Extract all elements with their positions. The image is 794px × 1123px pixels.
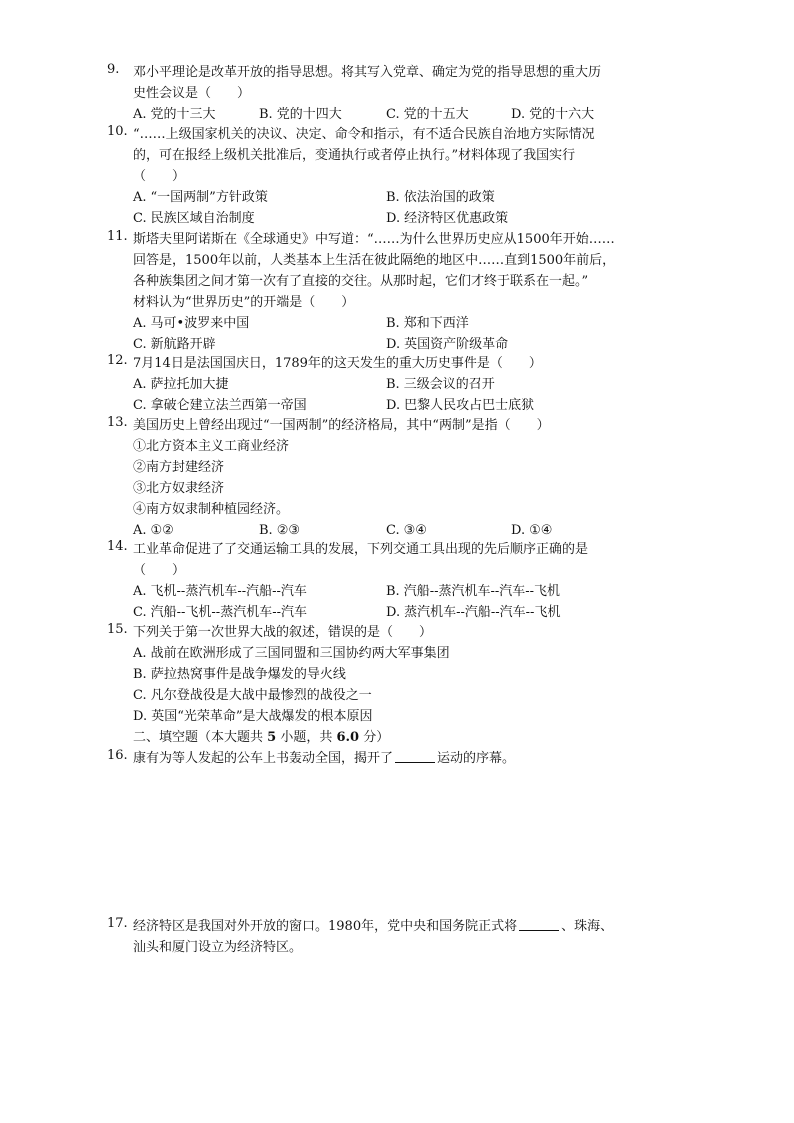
options-row [133,374,673,395]
question-text-line: “……上级国家机关的决议、决定、命令和指示，有不适合民族自治地方实际情况 [133,127,595,142]
question-13 [107,415,673,541]
question-number: 14. [107,539,128,554]
question-10 [107,124,673,229]
option-d[interactable]: D. ①④ [511,523,553,538]
question-text-line: 各种族集团之间才第一次有了直接的交往。从那时起，它们才终于联系在一起。” [133,274,589,289]
option-b[interactable]: B. 党的十四大 [259,107,342,122]
option-a[interactable]: A. 飞机--蒸汽机车--汽船--汽车 [133,584,307,599]
question-text-line: 康有为等人发起的公车上书轰动全国，揭开了 运动的序幕。 [133,751,516,766]
question-text-line: 下列关于第一次世界大战的叙述，错误的是（ ） [133,625,433,640]
question-text-line: 经济特区是我国对外开放的窗口。1980年，党中央和国务院正式将 、珠海、 [133,919,614,934]
option-a[interactable]: A. 党的十三大 [133,107,216,122]
question-number: 16. [107,748,128,763]
statement-3: ③北方奴隶经济 [133,481,225,496]
question-text-line: 材料认为“世界历史”的开端是（ ） [133,295,355,310]
question-text-line: 工业革命促进了了交通运输工具的发展，下列交通工具出现的先后顺序正确的是 [133,542,589,557]
question-text-line: 汕头和厦门设立为经济特区。 [133,940,303,955]
question-text-line: 邓小平理论是改革开放的指导思想。将其写入党章、确定为党的指导思想的重大历 [133,65,602,80]
option-c[interactable]: C. 汽船--飞机--蒸汽机车--汽车 [133,605,307,620]
question-text-line: （ ） [133,169,186,184]
question-text-line: 7月14日是法国国庆日，1789年的这天发生的重大历史事件是（ ） [133,356,542,371]
answer-blank[interactable] [519,917,559,931]
statement-4: ④南方奴隶制种植园经济。 [133,502,290,517]
question-number: 13. [107,415,128,430]
option-d[interactable]: D. 经济特区优惠政策 [386,211,509,226]
answer-blank[interactable] [395,749,435,763]
statement-2: ②南方封建经济 [133,460,225,475]
option-b[interactable]: B. 依法治国的政策 [386,190,495,205]
option-d[interactable]: D. 党的十六大 [511,107,595,122]
question-number: 17. [107,916,128,931]
options-row [133,208,673,229]
question-15 [107,622,673,727]
question-text-line: 美国历史上曾经出现过“一国两制”的经济格局，其中“两制”是指（ ） [133,418,550,433]
options-row [133,581,673,602]
question-number: 10. [107,124,128,139]
question-text-line: 斯塔夫里阿诺斯在《全球通史》中写道：“……为什么世界历史应从1500年开始…… [133,232,615,247]
question-text-line: 回答是，1500年以前，人类基本上生活在彼此隔绝的地区中……直到1500年前后， [133,253,616,268]
option-c[interactable]: C. 民族区域自治制度 [133,211,255,226]
question-text-line: （ ） [133,563,186,578]
question-9 [107,62,673,125]
question-text-line: 史性会议是（ ） [133,86,251,101]
option-b[interactable]: B. 萨拉热窝事件是战争爆发的导火线 [133,667,346,682]
option-a[interactable]: A. 战前在欧洲形成了三国同盟和三国协约两大军事集团 [133,646,450,661]
question-number: 9. [107,62,120,77]
option-c[interactable]: C. 凡尔登战役是大战中最惨烈的战役之一 [133,688,372,703]
options-row [133,104,673,125]
question-17 [107,916,673,958]
option-a[interactable]: A. ①② [133,523,174,538]
options-row [133,187,673,208]
options-row [133,395,673,416]
option-c[interactable]: C. 拿破仑建立法兰西第一帝国 [133,398,307,413]
option-d[interactable]: D. 英国资产阶级革命 [386,337,509,352]
options-row [133,334,673,355]
option-b[interactable]: B. 郑和下西洋 [386,316,469,331]
option-a[interactable]: A. “一国两制”方针政策 [133,190,268,205]
option-a[interactable]: A. 萨拉托加大捷 [133,377,229,392]
option-a[interactable]: A. 马可•波罗来中国 [133,316,250,331]
question-number: 11. [107,229,128,244]
section-heading-fill-in: 二、填空题（本大题共 5 小题，共 6.0 分） [133,730,390,745]
option-b[interactable]: B. ②③ [259,523,300,538]
question-text-line: 的，可在报经上级机关批准后，变通执行或者停止执行。”材料体现了我国实行 [133,148,576,163]
option-b[interactable]: B. 三级会议的召开 [386,377,495,392]
question-14 [107,539,673,623]
option-c[interactable]: C. ③④ [386,523,427,538]
option-b[interactable]: B. 汽船--蒸汽机车--汽车--飞机 [386,584,561,599]
option-c[interactable]: C. 党的十五大 [386,107,469,122]
option-d[interactable]: D. 巴黎人民攻占巴士底狱 [386,398,535,413]
option-d[interactable]: D. 蒸汽机车--汽船--汽车--飞机 [386,605,561,620]
question-11 [107,229,673,355]
option-c[interactable]: C. 新航路开辟 [133,337,216,352]
question-16 [107,748,673,769]
options-row [133,602,673,623]
options-row [133,313,673,334]
question-number: 15. [107,622,128,637]
options-row [133,520,673,541]
statement-1: ①北方资本主义工商业经济 [133,439,290,454]
question-12 [107,353,673,416]
option-d[interactable]: D. 英国“光荣革命”是大战爆发的根本原因 [133,709,373,724]
question-number: 12. [107,353,128,368]
